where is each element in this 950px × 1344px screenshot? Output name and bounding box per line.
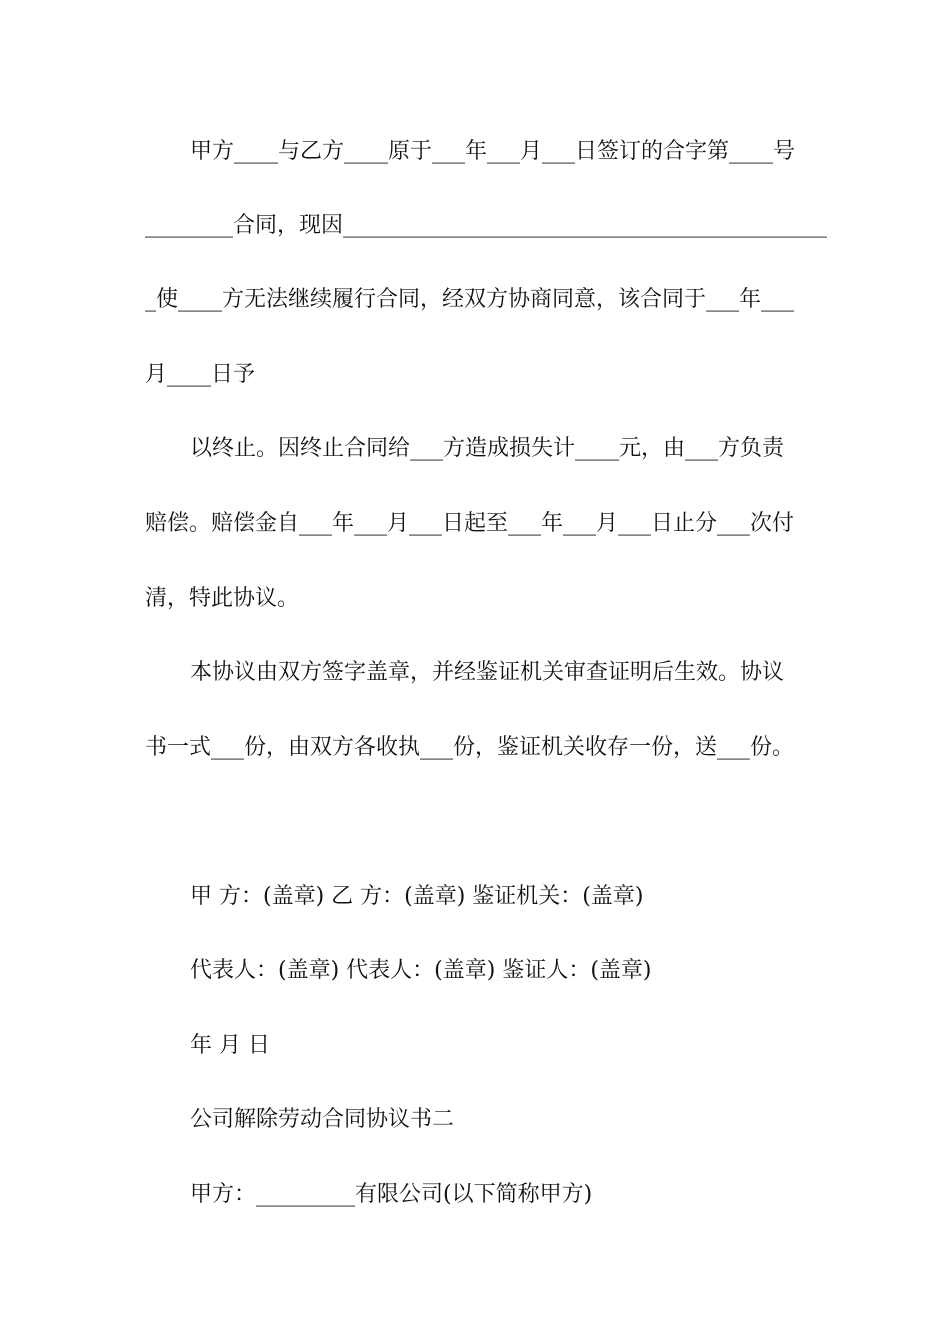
paragraph-2-line-1: 以终止。因终止合同给___方造成损失计____元，由___方负责 xyxy=(190,436,785,461)
paragraph-3-line-2: 书一式___份，由双方各收执___份，鉴证机关收存一份，送___份。 xyxy=(145,735,795,760)
section-title: 公司解除劳动合同协议书二 xyxy=(190,1107,455,1132)
paragraph-1-line-3: _使____方无法继续履行合同，经双方协商同意，该合同于___年___ xyxy=(145,287,795,312)
paragraph-1-line-1: 甲方____与乙方____原于___年___月___日签订的合字第____号 xyxy=(190,139,796,164)
paragraph-2-line-3: 清，特此协议。 xyxy=(145,586,300,611)
signature-date-line: 年 月 日 xyxy=(190,1033,270,1058)
signature-line-representatives: 代表人：(盖章) 代表人：(盖章) 鉴证人：(盖章) xyxy=(190,958,652,983)
signature-line-parties: 甲 方：(盖章) 乙 方：(盖章) 鉴证机关：(盖章) xyxy=(190,884,644,909)
paragraph-2-line-2: 赔偿。赔偿金自___年___月___日起至___年___月___日止分___次付 xyxy=(145,511,795,536)
paragraph-3-line-1: 本协议由双方签字盖章，并经鉴证机关审查证明后生效。协议 xyxy=(190,660,785,685)
party-a-line: 甲方：_________有限公司(以下简称甲方) xyxy=(190,1182,593,1207)
paragraph-1-line-2: ________合同，现因____________________________________________ xyxy=(145,213,828,238)
paragraph-1-line-4: 月____日予 xyxy=(145,362,256,387)
